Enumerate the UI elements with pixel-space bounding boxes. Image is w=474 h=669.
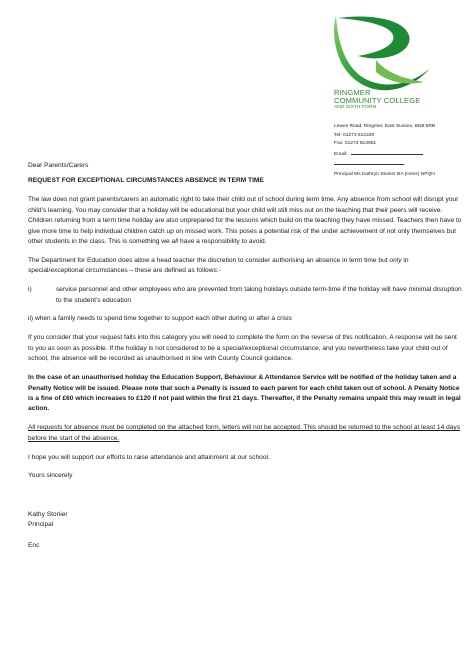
- letter-title: REQUEST FOR EXCEPTIONAL CIRCUMSTANCES ABSENCE IN TERM TIME: [28, 177, 264, 185]
- signatory-name: Kathy Stonier: [28, 510, 68, 518]
- signatory-role: Principal: [28, 521, 54, 529]
- closing: Yours sincerely: [28, 472, 73, 480]
- school-name-line1: RINGMER: [334, 88, 371, 97]
- email-label: Email:: [334, 151, 348, 157]
- paragraph-dfe: [28, 256, 462, 277]
- school-address: Lewes Road, Ringmer, East Sussex, BN8 5RB: [334, 124, 436, 129]
- emphasis-all: all: [171, 237, 179, 245]
- school-name-line2: COMMUNITY COLLEGE: [334, 96, 421, 106]
- paragraph-dfe-end: in special/exceptional circumstances – these are defined as follows:-: [28, 256, 409, 275]
- letter-body: [28, 161, 462, 551]
- school-email: [334, 149, 469, 160]
- school-fax: Fax: 01273 813961: [334, 141, 377, 147]
- paragraph-support: I hope you will support our efforts to raise attendance and attainment at our school.: [28, 453, 270, 461]
- list-item: [28, 285, 462, 306]
- enclosure: Enc: [28, 541, 40, 549]
- list-item-number: i): [28, 286, 32, 294]
- emphasis-only: only: [389, 256, 402, 264]
- list-item-text: service personnel and other employees who are prevented from taking holidays outside term-time if the holiday will have minimal disruption to the student’s education: [56, 286, 462, 304]
- paragraph-law-end: have a responsibility to avoid.: [178, 237, 267, 245]
- salutation: Dear Parents/Carers: [28, 162, 89, 169]
- paragraph-dfe-text: The Department for Education does allow a head teacher the discretion to consider authorising an absence in term time but: [28, 256, 390, 264]
- principal-credit: Principal Ms Kathryn Stonier BA (Hons) NPQH: [334, 172, 435, 178]
- school-name: [334, 89, 464, 111]
- paragraph-form-notice: All requests for absence must be completed on the attached form, letters will not be accepted. This should be returned to the school at least 14 days before the start of the absence.: [28, 424, 461, 442]
- paragraph-request: If you consider that your request falls into this category you will need to complete the form on the reverse of this notification. A response will be sent to you as soon as possible. If the holiday is not considered to be a special/exceptional circumstance, and you nevertheless take your child out of school, the absence will be recorded as unauthorised in line with County Council guidance.: [28, 334, 457, 363]
- paragraph-penalty: In the case of an unauthorised holiday the Education Support, Behaviour & Attendance Service will be notified of the holiday taken and a Penalty Notice will be issued. Please note that such a Penalty is issued to each parent for each child taken out of school. A Penalty Notice is a fine of £60 which increases to £120 if not paid within the first 21 days. Thereafter, if the Penalty remains unpaid this may result in legal action.: [28, 374, 461, 413]
- college-logo-icon: [326, 12, 434, 96]
- email-rule: [351, 149, 423, 155]
- school-name-line3: AND SIXTH FORM: [334, 105, 377, 111]
- paragraph-law-text: The law does not grant parents/carers an automatic right to take their child out of school during term time. Any absence from school will disrupt your child’s learning. You may consider that a holiday will be educational but your child will still miss out on the teaching that their peers will receive. Children returning from a term time holiday are also unprepared for the lessons which build on the teaching they have missed. Teachers then have to give more time to help individual children catch up on missed work. This poses a potential risk of the under achievement of not only themselves but other students in the class. This is something we: [28, 196, 462, 245]
- paragraph-law: [28, 195, 462, 247]
- list-item-crisis: ii) when a family needs to spend time together to support each other during or after a crisis: [28, 315, 292, 323]
- school-tel: Tel: 01273 812220: [334, 132, 375, 138]
